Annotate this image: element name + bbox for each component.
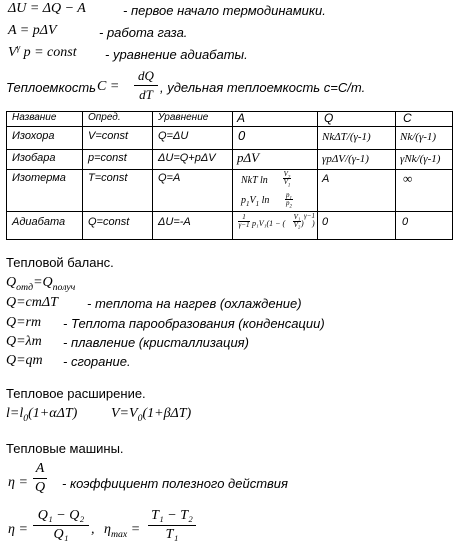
isochore-a: 0 <box>238 128 246 143</box>
adiabat-formula: $V^\gamma$ p = const <box>8 42 77 60</box>
isotherm-c: ∞ <box>403 171 413 186</box>
heat-vaporization-formula: Q=rm <box>6 315 42 330</box>
process-table <box>6 111 453 240</box>
heat-combustion-desc: - сгорание. <box>63 354 131 369</box>
header-definition: Опред. <box>88 112 121 123</box>
adiabat-a-exponent: γ−1 <box>304 212 315 220</box>
header-c: C <box>403 111 412 125</box>
efficiency2-fraction: Q₁ − Q₂ Q₁ <box>33 508 89 543</box>
isotherm-a-line2: $p_1V_1$ ln <box>241 195 270 208</box>
work-formula: A = pΔV <box>8 23 57 38</box>
isotherm-definition: T=const <box>88 172 128 184</box>
adiabat-a-inner-fraction: V₁ V₂ <box>293 213 301 229</box>
isochore-definition: V=const <box>88 130 129 142</box>
isotherm-a-line2-fraction: $p_1$ $p_2$ <box>286 191 292 210</box>
isobar-a: pΔV <box>237 150 260 165</box>
efficiency-max-fraction: T₁ − T₂ T₁ <box>148 508 196 543</box>
adiabat-a-body: p₁V₁(1 − ( <box>252 219 286 228</box>
isotherm-q: A <box>322 173 330 185</box>
heat-melting-desc: - плавление (кристаллизация) <box>63 335 249 350</box>
isochore-name: Изохора <box>12 130 55 142</box>
header-a: A <box>237 111 246 125</box>
adiabat-name: Адиабата <box>12 216 66 228</box>
heat-capacity-c-eq: C = <box>97 79 120 94</box>
heat-capacity-prefix: Теплоемкость <box>6 80 96 95</box>
heat-heating-formula: Q=cmΔT <box>6 295 58 310</box>
heat-melting-formula: Q=λm <box>6 334 42 349</box>
heat-capacity-suffix: , удельная теплоемкость c=C/m. <box>160 80 366 95</box>
efficiency2-comma: , <box>91 522 95 537</box>
volume-expansion-formula: $V=V_0(1+\beta\Delta T)$ <box>111 406 192 424</box>
isochore-q: NkΔT/(γ-1) <box>322 131 371 143</box>
first-law-desc: - первое начало термодинамики. <box>123 3 326 18</box>
isobar-definition: p=const <box>88 152 127 164</box>
header-name: Название <box>12 112 57 123</box>
isobar-name: Изобара <box>12 152 56 164</box>
linear-expansion-formula: $l=l_0(1+\alpha\Delta T)$ <box>6 406 78 424</box>
heat-capacity-fraction: dQ dT <box>134 68 158 103</box>
isobar-c: γNk/(γ-1) <box>400 153 441 165</box>
adiabat-equation: ΔU=-A <box>158 216 191 228</box>
isochore-equation: Q=ΔU <box>158 130 189 142</box>
header-equation: Уравнение <box>158 112 209 123</box>
heat-combustion-formula: Q=qm <box>6 353 43 368</box>
efficiency-desc: - коэффициент полезного действия <box>62 476 288 491</box>
thermal-expansion-title: Тепловое расширение. <box>6 386 146 401</box>
isotherm-equation: Q=A <box>158 172 181 184</box>
adiabat-a-close: ) <box>301 219 304 228</box>
work-desc: - работа газа. <box>99 25 188 40</box>
heat-balance-title: Тепловой баланс. <box>6 255 114 270</box>
efficiency2-eta: η = <box>8 522 28 537</box>
heat-vaporization-desc: - Теплота парообразования (конденсации) <box>63 316 325 331</box>
isobar-equation: ΔU=Q+pΔV <box>158 152 216 164</box>
efficiency-eta: η = <box>8 475 28 490</box>
adiabat-q: 0 <box>322 216 329 228</box>
adiabat-desc: - уравнение адиабаты. <box>105 47 248 62</box>
heat-heating-desc: - теплота на нагрев (охлаждение) <box>87 296 302 311</box>
isotherm-a-line1-fraction: $V_2$ $V_1$ <box>283 170 291 189</box>
adiabat-c: 0 <box>402 216 409 228</box>
efficiency-max-label: $\eta_{max}$ = <box>104 522 141 540</box>
isotherm-a-line1: NkT ln <box>241 175 268 186</box>
heat-engines-title: Тепловые машины. <box>6 441 124 456</box>
adiabat-a-end: ) <box>312 219 315 228</box>
isobar-q: γpΔV/(γ-1) <box>322 153 369 165</box>
isochore-c: Nk/(γ-1) <box>400 131 437 143</box>
heat-balance-equation: $Q_{отд}=Q_{получ}$ <box>6 275 76 293</box>
adiabat-a-coef: 1 γ−1 <box>238 213 250 229</box>
adiabat-definition: Q=const <box>88 216 130 228</box>
header-q: Q <box>324 111 334 125</box>
isotherm-name: Изотерма <box>12 172 66 184</box>
first-law-formula: ΔU = ΔQ − A <box>8 1 86 16</box>
efficiency-fraction: A Q <box>34 461 46 495</box>
